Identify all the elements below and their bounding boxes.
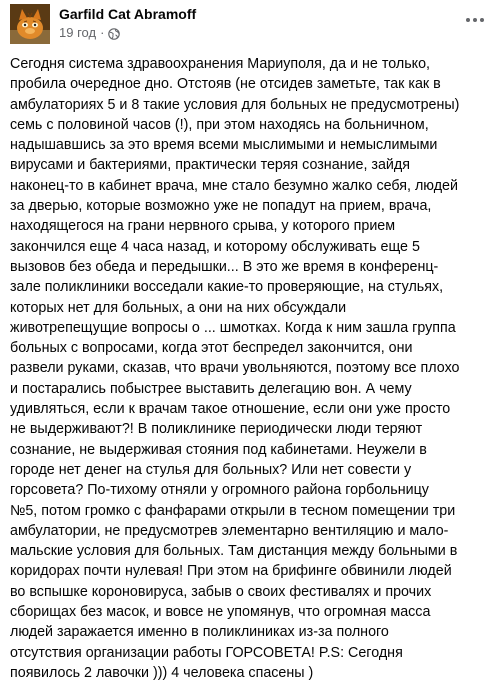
globe-icon[interactable] [108,27,120,39]
post-text: Сегодня система здравоохранения Мариуполя, да и не только, пробила очередное дно. Отстояв (не отсидев заметьте, так как в амбулаториях 5 и 8 такие условия для больных не предусмотрены) семь с половиной часов (!), при этом находясь на больничном, надышавшись за это время всеми мыслимыми и немыслимыми вирусами и бактериями, практически теряя сознание, зайдя наконец-то в кабинет врача, мне стало безумно жалко себя, людей за дверью, которые возможно уже не попадут на прием, врача, находящегося на грани нервного срыва, у которого прием закончился еще 4 часа назад, и которому обслуживать еще 5 вызовов без обеда и передышки... В это же время в конференц- зале поликлиники восседали какие-то проверяющие, на стульях, которых нет для больных, а они на них обсуждали животрепещущие вопросы о ... шмотках. Когда к ним зашла группа больных с вопросами, когда этот беспредел закончится, они развели руками, сказав, что врачи увольняются, поэтому все плохо и постарались побыстрее выставить делегацию вон. А чему удивляться, если к врачам такое отношение, если они уже просто не выдерживают?! В поликлинике периодически люди теряют сознание, не выдерживая стояния под кабинетами. Неужели в городе нет денег на стулья для больных? Или нет совести у горсовета? По-тихому отняли у огромного района горбольницу №5, потом громко с фанфарами открыли в тесном помещении три амбулатории, не предусмотрев элементарно вентиляцию и мало- мальские условия для больных. Там дистанция между больными в коридорах почти нулевая! При этом на брифинге обвинили людей во вспышке короновируса, забыв о своих фестивалях и прочих сборищах без масок, и вовсе не упомянув, что огромная масса людей заражается именно в поликлиниках из-за полного отсутствия организации работы ГОРСОВЕТА! P.S: Сегодня появилось 2 лавочки ))) 4 человека спасены ) [10,56,460,681]
post-meta [59,7,196,41]
more-horizontal-icon-dot [473,18,477,22]
post-header [10,2,196,46]
cat-avatar-image [10,4,50,44]
author-name[interactable]: Garfild Cat Abramoff [59,6,197,22]
post-timestamp[interactable]: 19 год [59,25,97,40]
author-avatar[interactable] [10,4,50,44]
more-horizontal-icon [466,18,470,22]
timestamp-row [59,24,196,41]
more-horizontal-icon-dot [480,18,484,22]
more-options-button[interactable] [461,10,489,30]
meta-separator: · [100,25,105,40]
